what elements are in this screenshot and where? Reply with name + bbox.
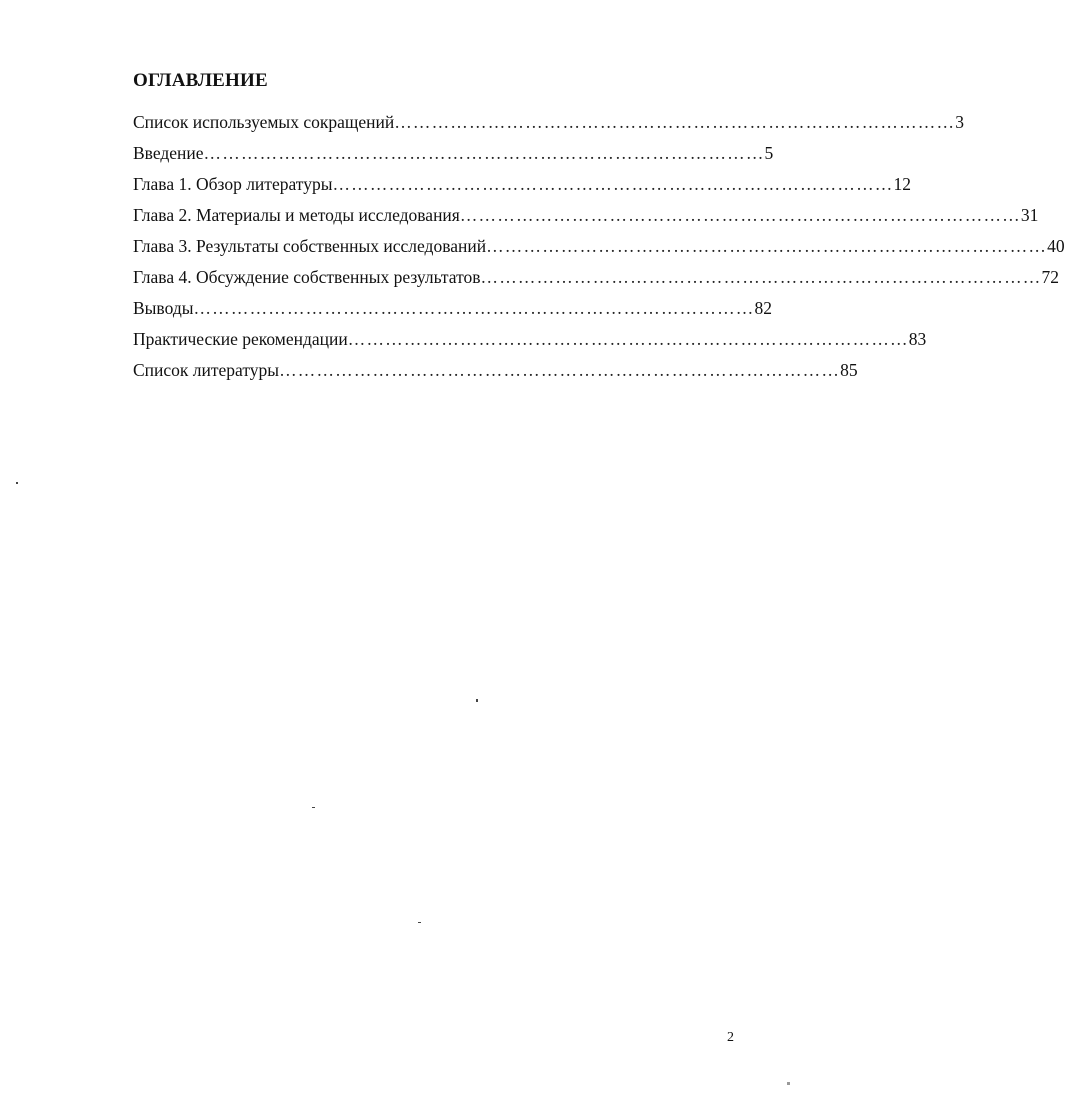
toc-leader-dots: ……………………………………………………………………………… bbox=[279, 360, 841, 380]
toc-entry bbox=[133, 267, 1059, 293]
toc-leader-dots: ……………………………………………………………………………… bbox=[394, 112, 956, 132]
toc-entry-page: 85 bbox=[840, 360, 858, 380]
toc-entry bbox=[133, 236, 1065, 262]
toc-entry bbox=[133, 360, 858, 386]
toc-leader-dots: ……………………………………………………………………………… bbox=[486, 236, 1048, 256]
toc-entry-page: 3 bbox=[955, 112, 964, 132]
scan-speck bbox=[16, 482, 18, 484]
toc-entry-page: 82 bbox=[754, 298, 772, 318]
toc-entry-page: 12 bbox=[893, 174, 911, 194]
toc-leader-dots: ……………………………………………………………………………… bbox=[459, 205, 1021, 225]
toc-entry-page: 83 bbox=[908, 329, 927, 349]
toc-entry-page: 72 bbox=[1041, 267, 1059, 287]
toc-leader-dots: ……………………………………………………………………………… bbox=[480, 267, 1042, 287]
toc-entry-title: Выводы bbox=[133, 298, 194, 318]
toc-entry bbox=[133, 112, 964, 138]
toc-entry bbox=[133, 205, 1039, 231]
toc-entry-page: 31 bbox=[1020, 205, 1039, 225]
scan-speck bbox=[476, 699, 478, 702]
toc-entry bbox=[133, 174, 911, 200]
toc-leader-dots: ……………………………………………………………………………… bbox=[203, 143, 765, 163]
toc-heading: ОГЛАВЛЕНИЕ bbox=[133, 70, 268, 91]
toc-entry-title: Глава 1. Обзор литературы bbox=[133, 174, 333, 194]
toc-leader-dots: ……………………………………………………………………………… bbox=[347, 329, 909, 349]
toc-entry-page: 40 bbox=[1047, 236, 1065, 256]
toc-entry-page: 5 bbox=[764, 143, 774, 163]
page-number: 2 bbox=[727, 1030, 734, 1045]
toc-leader-dots: ……………………………………………………………………………… bbox=[332, 174, 894, 194]
toc-entry-title: Введение bbox=[133, 143, 204, 163]
toc-entry-title: Глава 3. Результаты собственных исследований bbox=[133, 236, 487, 256]
scan-speck bbox=[312, 807, 315, 808]
toc-entry bbox=[133, 143, 774, 169]
toc-entry-title: Глава 4. Обсуждение собственных результатов bbox=[133, 267, 481, 287]
scan-speck bbox=[418, 922, 421, 923]
toc-entry bbox=[133, 298, 772, 324]
toc-leader-dots: ……………………………………………………………………………… bbox=[193, 298, 755, 318]
toc-entry-title: Список используемых сокращений bbox=[133, 112, 395, 132]
toc-entry bbox=[133, 329, 927, 355]
toc-entry-title: Глава 2. Материалы и методы исследования bbox=[133, 205, 460, 225]
toc-entry-title: Практические рекомендации bbox=[133, 329, 348, 349]
toc-entry-title: Список литературы bbox=[133, 360, 280, 380]
scan-speck bbox=[787, 1082, 790, 1085]
